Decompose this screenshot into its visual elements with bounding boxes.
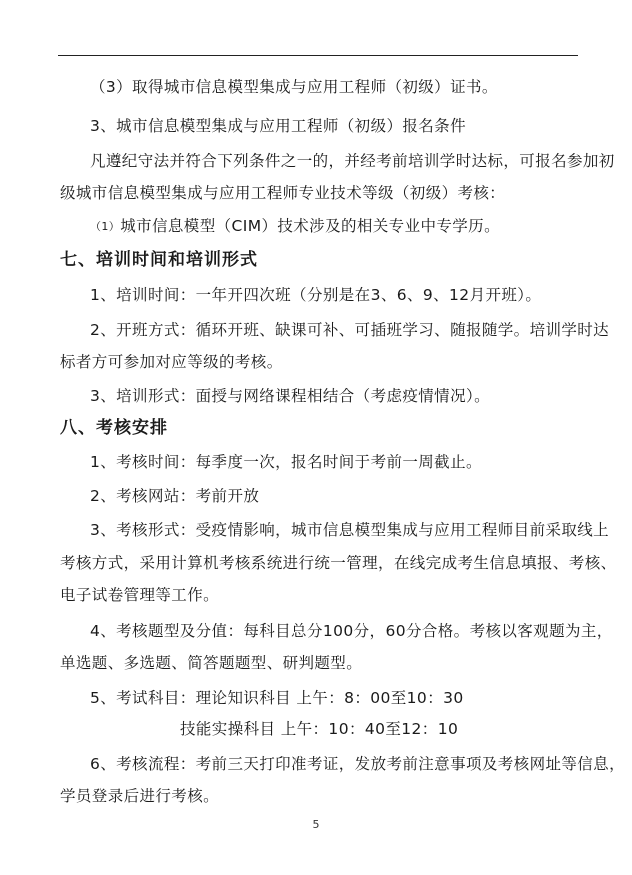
list-item-line: [90, 216, 500, 237]
paragraph-line: 电子试卷管理等工作。: [60, 586, 220, 604]
subheading-line: 3、城市信息模型集成与应用工程师（初级）报名条件: [90, 117, 466, 135]
paragraph-line: 技能实操科目 上午：10：40至12：10: [180, 720, 459, 738]
paragraph-line: 考核方式，采用计算机考核系统进行统一管理，在线完成考生信息填报、考核、: [60, 554, 617, 572]
paragraph-line: 5、考试科目：理论知识科目 上午：8：00至10：30: [90, 689, 464, 707]
paragraph-line: 凡遵纪守法并符合下列条件之一的，并经考前培训学时达标，可报名参加初: [90, 152, 615, 170]
section-heading: 八、考核安排: [60, 418, 168, 438]
paragraph-line: 1、考核时间：每季度一次，报名时间于考前一周截止。: [90, 453, 482, 471]
paragraph-line: 4、考核题型及分值：每科目总分100分，60分合格。考核以客观题为主，: [90, 622, 613, 640]
paragraph-line: 标者方可参加对应等级的考核。: [60, 353, 283, 371]
header-rule: [58, 55, 578, 56]
list-text: 城市信息模型（CIM）技术涉及的相关专业中专学历。: [120, 217, 500, 235]
paragraph-line: （3）取得城市信息模型集成与应用工程师（初级）证书。: [90, 78, 498, 96]
list-number: （1）: [90, 220, 121, 233]
paragraph-line: 3、考核形式：受疫情影响，城市信息模型集成与应用工程师目前采取线上: [90, 521, 610, 539]
paragraph-line: 2、考核网站：考前开放: [90, 487, 260, 505]
paragraph-line: 学员登录后进行考核。: [60, 787, 220, 805]
page-number: 5: [312, 818, 320, 831]
paragraph-line: 级城市信息模型集成与应用工程师专业技术等级（初级）考核：: [60, 184, 506, 202]
paragraph-line: 1、培训时间：一年开四次班（分别是在3、6、9、12月开班）。: [90, 286, 542, 304]
paragraph-line: 6、考核流程：考前三天打印准考证，发放考前注意事项及考核网址等信息，: [90, 755, 625, 773]
paragraph-line: 2、开班方式：循环开班、缺课可补、可插班学习、随报随学。培训学时达: [90, 321, 610, 339]
paragraph-line: 3、培训形式：面授与网络课程相结合（考虑疫情情况）。: [90, 387, 491, 405]
section-heading: 七、培训时间和培训形式: [60, 250, 258, 270]
paragraph-line: 单选题、多选题、简答题题型、研判题型。: [60, 654, 363, 672]
